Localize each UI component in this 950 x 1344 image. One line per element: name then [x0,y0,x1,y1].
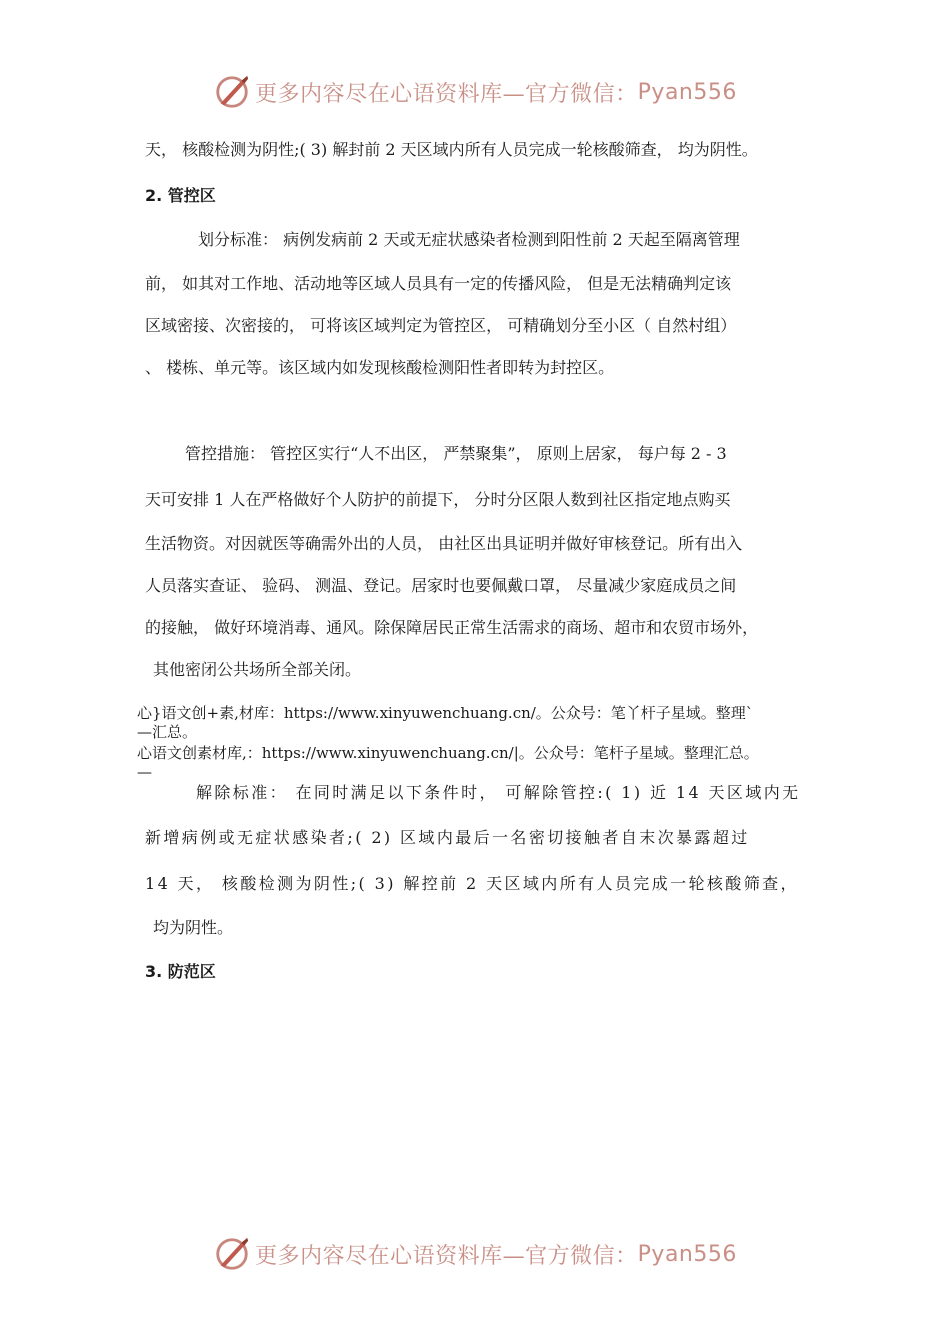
brand-logo-icon [213,1235,251,1273]
body-line: 新增病例或无症状感染者;( 2) 区域内最后一名密切接触者自末次暴露超过 [145,828,750,847]
banner-text: 更多内容尽在心语资料库—官方微信： [255,81,638,107]
body-line: 、 楼栋、单元等。该区域内如发现核酸检测阳性者即转为封控区。 [145,358,615,377]
watermark-line: — [137,763,152,781]
brand-logo-icon [213,73,251,111]
body-line: 生活物资。对因就医等确需外出的人员， 由社区出具证明并做好审核登记。所有出入 [145,534,743,553]
footer-watermark [0,1232,950,1276]
body-line: 的接触， 做好环境消毒、通风。除保障居民正常生活需求的商场、超市和农贸市场外， [145,618,759,637]
body-line: 天可安排 1 人在严格做好个人防护的前提下， 分时分区限人数到社区指定地点购买 [145,490,731,509]
wechat-id: Pyan556 [637,1241,737,1267]
body-line: 其他密闭公共场所全部关闭。 [153,660,362,679]
body-line: 管控措施： 管控区实行“人不出区， 严禁聚集”， 原则上居家， 每户每 2 - 3 [185,444,727,463]
body-line: 区域密接、次密接的， 可将该区域判定为管控区， 可精确划分至小区（ 自然村组） [145,316,737,335]
body-line: 前， 如其对工作地、活动地等区域人员具有一定的传播风险， 但是无法精确判定该 [145,274,732,293]
watermark-line: 心}语文创+素,材库：https://www.xinyuwenchuang.cn/。公众号：笔丫杆子星域。整理` [137,704,754,722]
body-line: 划分标准： 病例发病前 2 天或无症状感染者检测到阳性前 2 天起至隔离管理 [198,230,740,249]
section-heading: 3. 防范区 [145,962,216,981]
section-heading: 2. 管控区 [145,186,216,205]
body-line: 天， 核酸检测为阴性;( 3) 解封前 2 天区域内所有人员完成一轮核酸筛查， 均为阴性。 [145,140,758,159]
body-line: 解除标准： 在同时满足以下条件时， 可解除管控:( 1) 近 14 天区域内无 [196,783,801,802]
body-line: 均为阴性。 [153,918,234,937]
watermark-line: 心语文创素材库,：https://www.xinyuwenchuang.cn/|。公众号：笔杆子星域。整理汇总。 [137,744,759,762]
header-watermark [0,70,950,114]
wechat-id: Pyan556 [637,79,737,105]
banner-text: 更多内容尽在心语资料库—官方微信： [255,1243,638,1269]
watermark-line: —汇总。 [137,723,198,741]
body-line: 14 天， 核酸检测为阴性;( 3) 解控前 2 天区域内所有人员完成一轮核酸筛查， [145,874,799,893]
body-line: 人员落实查证、 验码、 测温、登记。居家时也要佩戴口罩， 尽量减少家庭成员之间 [145,576,737,595]
